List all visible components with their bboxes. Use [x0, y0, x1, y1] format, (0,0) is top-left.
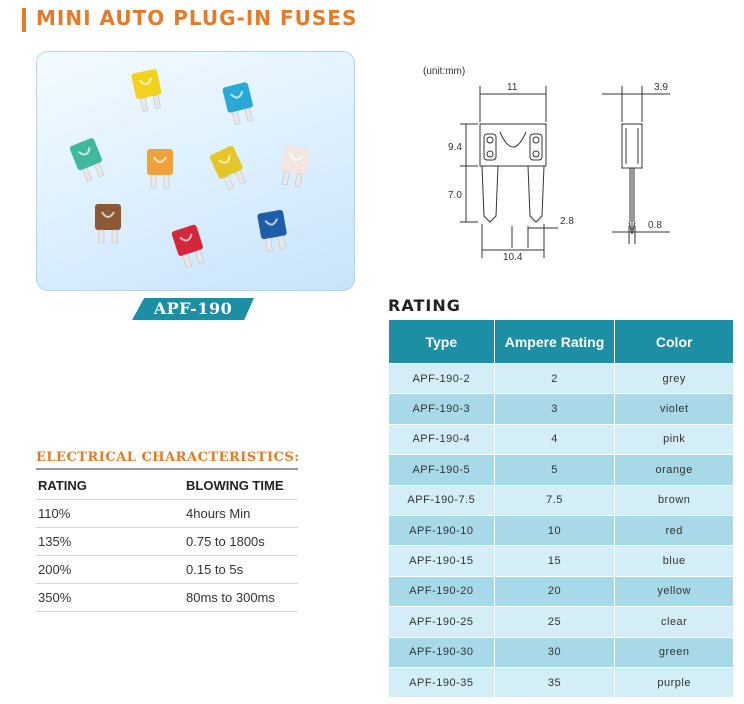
- unit-label: (unit:mm): [423, 66, 466, 77]
- dim-blade: 0.8: [648, 220, 662, 231]
- table-row: APF-190-4 4 pink: [389, 424, 734, 454]
- table-row: APF-190-3 3 violet: [389, 394, 734, 424]
- col-type: Type: [389, 320, 495, 364]
- electrical-title: ELECTRICAL CHARACTERISTICS:: [36, 450, 300, 465]
- table-row: APF-190-2 2 grey: [389, 364, 734, 394]
- table-row: APF-190-5 5 orange: [389, 455, 734, 485]
- rating-table: [388, 319, 734, 698]
- product-photo: [36, 51, 355, 291]
- col-ampere: Ampere Rating: [494, 320, 615, 364]
- dimension-diagram: [412, 62, 744, 262]
- model-tag: [132, 298, 254, 320]
- table-row: APF-190-15 15 blue: [389, 546, 734, 576]
- fuse-red: [171, 224, 208, 269]
- table-row: APF-190-35 35 purple: [389, 667, 734, 697]
- electrical-header-row: [36, 472, 298, 500]
- dim-height-body: 9.4: [448, 142, 462, 153]
- dim-width-base: 10.4: [503, 252, 523, 262]
- table-row: APF-190-7.5 7.5 brown: [389, 485, 734, 515]
- title-accent-bar: [22, 8, 26, 32]
- header-rating: RATING: [38, 478, 87, 493]
- dim-width-top: 11: [507, 82, 518, 93]
- fuse-yellow: [131, 69, 165, 113]
- model-label: APF-190: [153, 299, 233, 318]
- list-item: 200% 0.15 to 5s: [36, 556, 298, 584]
- page-title: MINI AUTO PLUG-IN FUSES: [36, 6, 358, 30]
- col-color: Color: [615, 320, 734, 364]
- fuse-yellow-2: [209, 145, 249, 191]
- table-row: APF-190-10 10 red: [389, 515, 734, 545]
- dim-thickness: 3.9: [654, 82, 668, 93]
- table-row: APF-190-30 30 green: [389, 637, 734, 667]
- table-row: APF-190-20 20 yellow: [389, 576, 734, 606]
- dim-gap: 2.8: [560, 216, 574, 227]
- dim-height-legs: 7.0: [448, 190, 462, 201]
- rating-header-row: [389, 320, 734, 364]
- electrical-divider: [36, 468, 298, 470]
- fuse-green: [69, 137, 108, 183]
- rating-title: RATING: [388, 296, 461, 315]
- fuse-brown: [95, 204, 121, 243]
- fuse-orange: [147, 149, 173, 188]
- list-item: 350% 80ms to 300ms: [36, 584, 298, 612]
- list-item: 110% 4hours Min: [36, 500, 298, 528]
- fuse-clear: [278, 145, 310, 188]
- fuse-dark-blue: [257, 209, 289, 252]
- fuse-blue: [222, 82, 257, 126]
- table-row: APF-190-25 25 clear: [389, 607, 734, 637]
- fuse-photo-illustration: [37, 52, 355, 291]
- electrical-table: [36, 472, 298, 612]
- list-item: 135% 0.75 to 1800s: [36, 528, 298, 556]
- header-blowing-time: BLOWING TIME: [186, 478, 284, 493]
